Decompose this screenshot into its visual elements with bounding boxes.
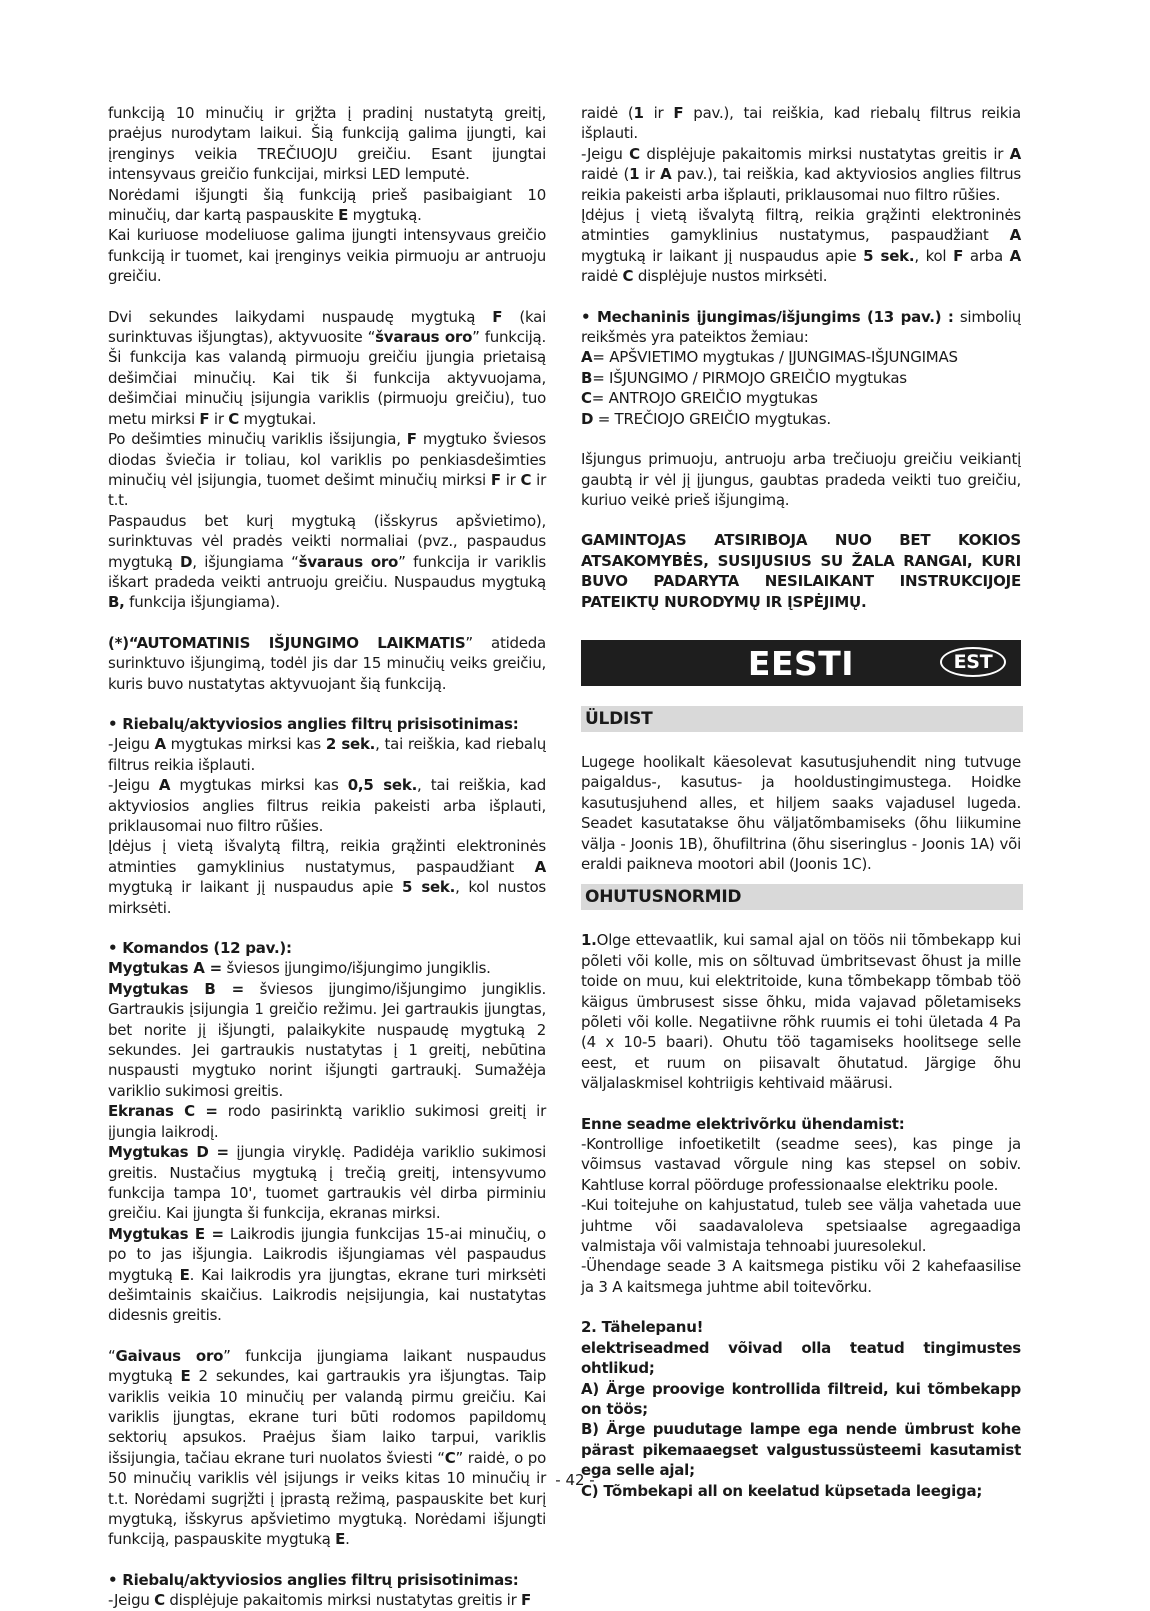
section-heading-general: ÜLDIST [581,706,1023,732]
attention-line: A) Ärge proovige kontrollida filtreid, kui tõmbekapp on töös; [581,1379,1021,1418]
paragraph-timer: (*)“AUTOMATINIS IŠJUNGIMO LAIKMATIS” atideda surinktuvo išjungimą, todėl jis dar 15 minučių veiks greičiu, kuris buvo nustatytas aktyvuojant šią funkciją. [108,633,546,693]
paragraph: funkciją 10 minučių ir grįžta į pradinį nustatytą greitį, praėjus nurodytam laikui. Šią funkciją galima įjungti, kai įrenginys veikia TREČIUOJU greičiu. Esant įjungtai intensyvaus greičio funkcijai, mirksi LED lemputė. [108,104,546,184]
attention-line: 2. Tähelepanu! [581,1318,704,1337]
paragraph: raidė (1 ir F pav.), tai reiškia, kad riebalų filtrus reikia išplauti. [581,104,1021,143]
paragraph: -Jeigu A mygtukas mirksi kas 0,5 sek., tai reiškia, kad aktyviosios anglies filtrus reikia pakeisti arba išplauti, priklausomai nuo filtro rūšies. [108,776,546,835]
paragraph: -Jeigu C displėjuje pakaitomis mirksi nustatytas greitis ir F [108,1591,532,1610]
mech-item-a: A= APŠVIETIMO mygtukas / ĮJUNGIMAS-IŠJUNGIMAS [581,348,958,367]
banner-title: EESTI [747,643,855,683]
paragraph: Įdėjus į vietą išvalytą filtrą, reikia grąžinti elektroninės atminties gamyklinius nustatymus, paspaudžiant A mygtuką ir laikant jį nuspaudus apie 5 sek., kol nustos mirksėti. [108,837,546,917]
paragraph: -Jeigu A mygtukas mirksi kas 2 sek., tai reiškia, kad riebalų filtrus reikia išplauti. [108,735,547,774]
language-badge: EST [940,647,1006,677]
warning-text: GAMINTOJAS ATSIRIBOJA NUO BET KOKIOS ATSAKOMYBĖS, SUSIJUSIUS SU ŽALA RANGAI, KURI BUVO PADARYTA NESILAIKANT INSTRUKCIJOJE PATEIKTŲ NURODYMŲ IR ĮSPĖJIMŲ. [581,531,1021,611]
paragraph: -Kontrollige infoetiketilt (seadme sees), kas pinge ja võimsus vastavad võrgule ning kas stepsel on sobiv. Kahtluse korral pöörduge professionaalse elektriku poole. [581,1135,1021,1194]
paragraph: Įdėjus į vietą išvalytą filtrą, reikia grąžinti elektroninės atminties gamyklinius nustatymus, paspaudžiant A mygtuką ir laikant jį nuspaudus apie 5 sek., kol F arba A raidė C displėjuje nustos mirksėti. [581,206,1021,286]
paragraph: -Ühendage seade 3 A kaitsmega pistiku või 2 kahefaasilise ja 3 A kaitsmega juhtme abil toitevõrku. [581,1257,1021,1296]
command-b: Mygtukas B = šviesos įjungimo/išjungimo jungiklis. Gartraukis įsijungia 1 greičio režimu. Jei gartraukis įjungtas, bet norite jį išjungti, palaikykite nuspaudę mygtuką 2 sekundes. Jei gartraukis nustatytas į 1 greitį, nebūtina nuspausti mygtuko norint išjungti gartraukį. Sumažėja variklio sukimosi greitis. [108,979,546,1100]
command-d: Mygtukas D = įjungia viryklę. Padidėja variklio sukimosi greitis. Nustačius mygtuką į trečią greitį, intensyvumo funkcija tampa 10', tuomet gartraukis vėl dirba pirminiu greičiu. Kai įjungta ši funkcija, ekranas mirksi. [108,1143,547,1223]
section-heading-filters-2: • Riebalų/aktyviosios anglies filtrų prisisotinimas: [108,1570,519,1589]
attention-line: B) Ärge puudutage lampe ega nende ümbrust kohe pärast pikemaaegset valgustussüsteemi kasutamist ega selle ajal; [581,1420,1021,1480]
right-column [581,103,1021,1501]
paragraph-fresh-air: “Gaivaus oro” funkcija įjungiama laikant nuspaudus mygtuką E 2 sekundes, kai gartraukis yra išjungtas. Taip variklis veikia 10 minučių per valandą pirmu greičiu. Kai variklis įjungtas, ekrane turi būti rodomos papildomų sektorių apsukos. Praėjus šiam laiko tarpui, variklis išsijungia, tačiau ekrane turi nuolatos šviesti “C” raidė, o po 50 minučių variklis vėl įsijungs ir veiks kitas 10 minučių ir t.t. Norėdami sugrįžti į įprastą režimą, paspauskite bet kurį mygtuką, išskyrus apšvietimo mygtuką. Norėdami išjungti funkciją, paspauskite mygtuką E. [108,1346,547,1549]
attention-line: elektriseadmed võivad olla teatud tingimustes ohtlikud; [581,1338,1021,1378]
command-e: Mygtukas E = Laikrodis įjungia funkcijas 15-ai minučių, o po to jas išjungia. Laikrodis išjungiamas vėl paspaudus mygtuką E. Kai laikrodis yra įjungtas, ekrane turi mirksėti dešimtainis skaičius. Laikrodis neįsijungia, kai nustatytas didesnis greitis. [108,1224,547,1325]
left-column [108,103,546,1611]
section-heading-safety: OHUTUSNORMID [581,884,1023,910]
section-heading-commands: • Komandos (12 pav.): [108,939,292,958]
mech-item-b: B= IŠJUNGIMO / PIRMOJO GREIČIO mygtukas [581,368,907,387]
paragraph: Dvi sekundes laikydami nuspaudę mygtuką F (kai surinktuvas išjungtas), aktyvuosite “švaraus oro” funkciją. Ši funkcija kas valandą pirmuoju greičiu įjungia prietaisą dešimčiai minučių. Kai tik ši funkcija aktyvuojama, dešimčiai minučių įsijungia variklis (pirmuoju greičiu), tuo metu mirksi F ir C mygtukai. [108,307,547,428]
paragraph: 1.Olge ettevaatlik, kui samal ajal on töös nii tõmbekapp kui põleti või kolle, mis on sõltuvad ümbritsevast õhust ja mille toide on muu, kui elektritoide, kuna tõmbekapp tõmbab töö käigus ümbrusest sisse õhku, mida vajavad põletamiseks põleti või kolle. Negatiivne rõhk ruumis ei tohi ületada 4 Pa (4 x 10-5 baari). Ohutu töö tagamiseks hoolitsege selle eest, et ruum on piisavalt õhutatud. Järgige õhu väljalaskmisel kohtriigis kehtivaid määrusi. [581,931,1021,1093]
paragraph: Išjungus primuoju, antruoju arba trečiuoju greičiu veikiantį gaubtą ir vėl jį įjungus, gaubtas pradeda veikti tuo greičiu, kuriuo veikė prieš išjungimą. [581,450,1021,509]
command-a: Mygtukas A = šviesos įjungimo/išjungimo jungiklis. [108,959,491,978]
subheading-before: Enne seadme elektrivõrku ühendamist: [581,1114,905,1133]
paragraph: Paspaudus bet kurį mygtuką (išskyrus apšvietimo), surinktuvas vėl pradės veikti normaliai (pvz., paspaudus mygtuką D, išjungiama “švaraus oro” funkcija ir variklis iškart pradeda veikti antruoju greičiu. Nuspaudus mygtuką B, funkcija išjungiama). [108,511,547,612]
mech-item-d: D = TREČIOJO GREIČIO mygtukas. [581,409,831,428]
mech-item-c: C= ANTROJO GREIČIO mygtukas [581,389,818,408]
paragraph: -Kui toitejuhe on kahjustatud, tuleb see välja vahetada uue juhtme või saadavaloleva spetsiaalse agregaadiga valmistaja või valmistaja tehnoabi juuresolekul. [581,1196,1021,1256]
language-banner [581,640,1021,686]
attention-line: C) Tõmbekapi all on keelatud küpsetada leegiga; [581,1481,983,1500]
paragraph: Kai kuriuose modeliuose galima įjungti intensyvaus greičio funkciją ir tuomet, kai įrenginys veikia pirmuoju ar antruoju greičiu. [108,226,546,286]
command-c: Ekranas C = rodo pasirinktą variklio sukimosi greitį ir įjungia laikrodį. [108,1102,546,1141]
section-heading-filters: • Riebalų/aktyviosios anglies filtrų prisisotinimas: [108,714,519,733]
page-number: - 42 - [555,1471,595,1489]
paragraph-mechanical: • Mechaninis įjungimas/išjungims (13 pav.) : simbolių reikšmės yra pateiktos žemiau: [581,307,1021,347]
paragraph: Norėdami išjungti šią funkciją prieš pasibaigiant 10 minučių, dar kartą paspauskite E mygtuką. [108,185,546,225]
paragraph: Po dešimties minučių variklis išsijungia, F mygtuko šviesos diodas šviečia ir toliau, kol variklis po penkiasdešimties minučių vėl įsijungia, tuomet dešimt minučių mirksi F ir C ir t.t. [108,430,546,510]
paragraph: Lugege hoolikalt käesolevat kasutusjuhendit ning tutvuge paigaldus-, kasutus- ja hooldustingimustega. Hoidke kasutusjuhend alles, et hiljem saaks vajadusel lugeda. Seadet kasutatakse õhu väljatõmbamiseks (õhu liikumine välja - Joonis 1B), õhufiltrina (õhu siseringlus - Joonis 1A) või eraldi paikneva mootori abil (Joonis 1C). [581,752,1021,873]
paragraph: -Jeigu C displėjuje pakaitomis mirksi nustatytas greitis ir A raidė (1 ir A pav.), tai reiškia, kad aktyviosios anglies filtrus reikia pakeisti arba išplauti, priklausomai nuo filtro rūšies. [581,144,1021,204]
